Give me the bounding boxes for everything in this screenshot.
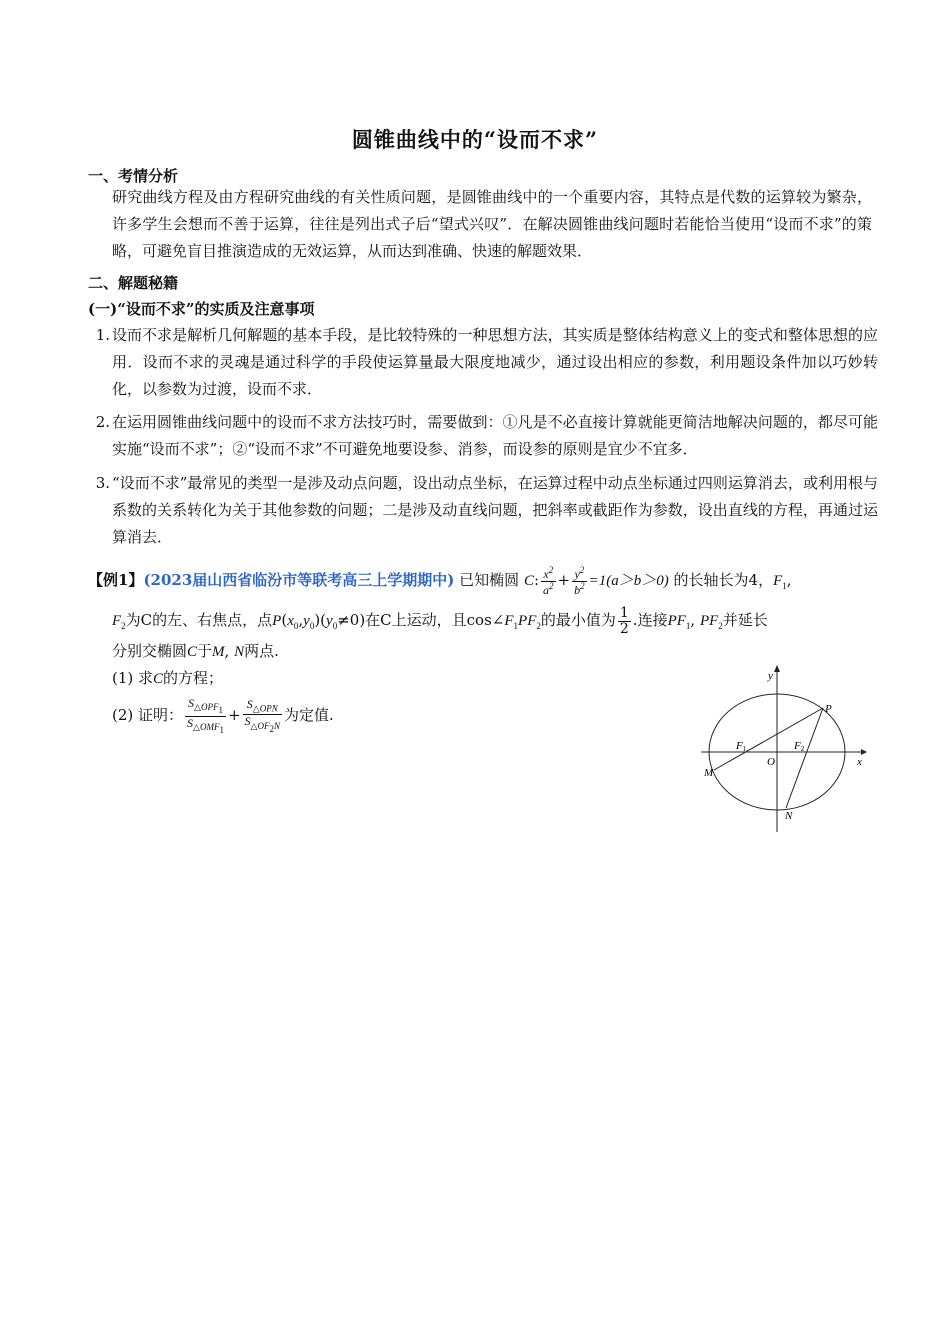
n-label: N xyxy=(785,810,793,822)
y-axis-arrow xyxy=(774,665,780,672)
list-item xyxy=(88,470,878,551)
ellipse-equation-tail: =1(a＞b＞0) xyxy=(588,573,669,590)
list-item-text: 设而不求是解析几何解题的基本手段，是比较特殊的一种思想方法，其实质是整体结构意义上的变式和整体思想的应用．设而不求的灵魂是通过科学的手段使运算量最大限度地减少，通过设出相应的参数，利用题设条件加以巧妙转化，以参数为过渡，设而不求． xyxy=(112,326,878,398)
question-2-text: (2) 证明： xyxy=(112,706,184,725)
list-item xyxy=(88,409,878,463)
list-item-text: “设而不求”最常见的类型一是涉及动点问题，设出动点坐标，在运算过程中动点坐标通过四则运算消去，或利用根与系数的关系转化为关于其他参数的问题；二是涉及动直线问题，把斜率或截距作为参数，设出直线的方程，再通过运算消去． xyxy=(112,474,878,546)
example-text: 在C上运动，且 xyxy=(365,611,467,630)
question-2: (2) 证明： $\frac{S_{\triangle OPF_1}}{S_{\triangle OMF_1}}$ + $\frac{S_{\triangle OPN}}{S_{\triangle OF_2N}}$ 为定值. xyxy=(112,696,334,735)
question-1-text: (1) 求 xyxy=(112,669,154,687)
list-item-number: 2. xyxy=(95,413,110,431)
p-label: P xyxy=(825,703,832,715)
example-text: 的长轴长为4， xyxy=(673,571,774,590)
section1-heading: 一、考情分析 xyxy=(88,167,179,185)
section2-subheading: (一)“设而不求”的实质及注意事项 xyxy=(88,300,315,318)
example-source: (2023届山西省临汾市等联考高三上学期期中) xyxy=(143,571,455,590)
example-text: 已知椭圆 xyxy=(459,571,520,590)
y-label: y xyxy=(768,670,773,682)
list-item xyxy=(88,322,878,403)
x-label: x xyxy=(857,756,862,768)
list-item-text: 在运用圆锥曲线问题中的设而不求方法技巧时，需要做到：①凡是不必直接计算就能更简洁地解决问题的，都尽可能实施“设而不求”；②“设而不求”不可避免地要设参、消参，而设参的原则是宜少不宜多． xyxy=(112,413,878,458)
x-axis-arrow xyxy=(861,749,867,755)
question-1: (1) 求C的方程； xyxy=(112,669,224,687)
example-text: 为C的左、右焦点，点 xyxy=(125,611,273,630)
example-label: 【例1】 xyxy=(88,571,144,590)
example-text: 的最小值为 xyxy=(540,611,616,630)
question-2-text: 为定值. xyxy=(283,706,334,725)
example-text: 两点. xyxy=(244,642,279,660)
section2-heading: 二、解题秘籍 xyxy=(88,274,179,292)
f2-label: F2 xyxy=(794,740,805,753)
chord-pn xyxy=(786,708,823,808)
example-text: 分别交椭圆 xyxy=(112,642,188,660)
f1-label: F1 xyxy=(736,740,747,753)
example-line-3: 分别交椭圆C于M, N两点. xyxy=(112,642,279,660)
example-line-1: 【例1】(2023届山西省临汾市等联考高三上学期期中) 已知椭圆 C: $\frac{x^2}{a^2}$ + $\frac{y^2}{b^2}$ =1(a＞b＞0) 的长轴长为4，$F_1$, xyxy=(88,565,792,597)
section1-paragraph: 研究曲线方程及由方程研究曲线的有关性质问题，是圆锥曲线中的一个重要内容，其特点是代数的运算较为繁杂，许多学生会想而不善于运算，往往是列出式子后“望式兴叹”．在解决圆锥曲线问题时若能恰当使用“设而不求”的策略，可避免盲目推演造成的无效运算，从而达到准确、快速的解题效果． xyxy=(112,188,872,260)
m-label: M xyxy=(704,767,714,779)
example-text: 并延长 xyxy=(722,611,768,630)
example-text: 于 xyxy=(197,642,213,660)
list-item-number: 1. xyxy=(95,326,110,344)
list-item-number: 3. xyxy=(95,474,110,492)
ellipse-figure xyxy=(695,660,875,838)
origin-label: O xyxy=(767,756,775,768)
example-line-2: $F_2$为C的左、右焦点，点$P(x_0,y_0)(y_0\ne 0)$在C上运动，且$\cos\angle F_1PF_2$的最小值为 $\frac{1}{2}$ .连接$PF_1$, $PF_2$并延长 xyxy=(112,605,768,637)
question-1-text: 的方程； xyxy=(163,669,224,687)
example-text: .连接 xyxy=(632,611,668,630)
page-title: 圆锥曲线中的“设而不求” xyxy=(351,127,599,152)
